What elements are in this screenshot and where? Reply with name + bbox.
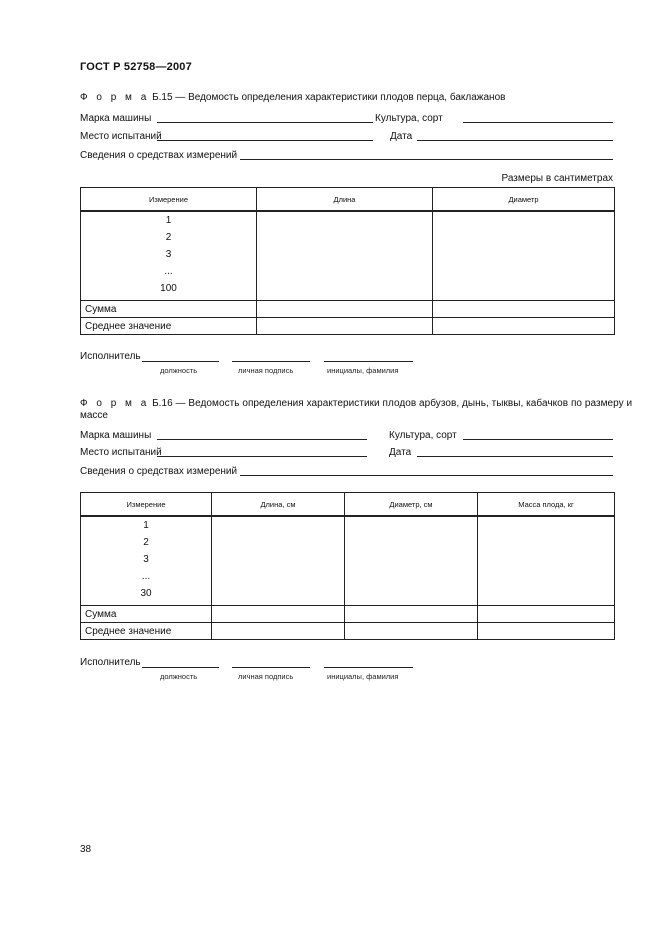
form16-place-label: Место испытаний: [80, 447, 162, 458]
form15-table: [80, 187, 615, 335]
form15-initials-field[interactable]: [324, 361, 413, 362]
form15-date-label: Дата: [390, 131, 413, 142]
form16-measurement-numbers: [81, 516, 212, 606]
form15-mean-diameter-cell[interactable]: [433, 318, 615, 335]
form15-culture-label: Культура, сорт: [375, 113, 443, 124]
form15-row-number: 3: [165, 249, 172, 260]
form15-sum-length-cell[interactable]: [257, 301, 433, 318]
form16-position-caption: должность: [160, 672, 198, 681]
form15-position-field[interactable]: [142, 361, 219, 362]
form15-place-label: Место испытаний: [80, 131, 162, 142]
form16-table: [80, 492, 615, 640]
form15-title-prefix: Ф о р м а: [80, 92, 150, 103]
form16-executor-label: Исполнитель: [80, 657, 141, 668]
form15-initials-caption: инициалы, фамилия: [327, 366, 399, 375]
form15-row-number: 100: [160, 283, 177, 294]
form15-sum-diameter-cell[interactable]: [433, 301, 615, 318]
form15-executor-label: Исполнитель: [80, 351, 141, 362]
form15-row-number: ...: [164, 266, 173, 277]
form15-measurement-numbers: [81, 211, 257, 301]
form15-machine-label: Марка машины: [80, 113, 152, 124]
form16-machine-field[interactable]: [157, 439, 367, 440]
form16-title: [80, 398, 632, 410]
form16-date-field[interactable]: [417, 456, 613, 457]
form16-instruments-label: Сведения о средствах измерений: [80, 466, 238, 477]
document-standard-number: ГОСТ Р 52758—2007: [80, 61, 192, 73]
form15-row-number: 1: [165, 215, 172, 226]
form16-sum-mass-cell[interactable]: [478, 606, 615, 623]
form16-signature-field[interactable]: [232, 667, 310, 668]
form15-signature-caption: личная подпись: [238, 366, 294, 375]
form16-row-number: 3: [143, 554, 149, 565]
form16-col-diameter: Диаметр, см: [345, 493, 478, 517]
form16-row-number: 30: [140, 588, 152, 599]
form16-culture-label: Культура, сорт: [389, 430, 457, 441]
form15-col-diameter: Диаметр: [433, 188, 615, 212]
form15-diameter-cell[interactable]: [433, 211, 615, 301]
form15-signature-field[interactable]: [232, 361, 310, 362]
form15-instruments-field[interactable]: [240, 159, 613, 160]
form16-initials-caption: инициалы, фамилия: [327, 672, 399, 681]
form16-sum-length-cell[interactable]: [212, 606, 345, 623]
form16-signature-caption: личная подпись: [238, 672, 294, 681]
form16-row-number: ...: [141, 571, 151, 582]
form15-col-length: Длина: [257, 188, 433, 212]
form15-length-cell[interactable]: [257, 211, 433, 301]
form16-place-field[interactable]: [157, 456, 367, 457]
form15-units-note: Размеры в сантиметрах: [501, 173, 613, 184]
form16-sum-label: Сумма: [81, 606, 212, 623]
form16-length-cell[interactable]: [212, 516, 345, 606]
form15-sum-label: Сумма: [81, 301, 257, 318]
form16-position-field[interactable]: [142, 667, 219, 668]
form16-col-measurement: Измерение: [81, 493, 212, 517]
form15-mean-length-cell[interactable]: [257, 318, 433, 335]
form16-mean-mass-cell[interactable]: [478, 623, 615, 640]
form15-col-measurement: Измерение: [81, 188, 257, 212]
form16-machine-label: Марка машины: [80, 430, 152, 441]
form16-title-text: Б.16 — Ведомость определения характеристики плодов арбузов, дынь, тыквы, кабачков по размеру и: [152, 398, 633, 409]
form15-instruments-label: Сведения о средствах измерений: [80, 150, 238, 161]
form15-date-field[interactable]: [417, 140, 613, 141]
form16-instruments-field[interactable]: [240, 475, 613, 476]
form15-mean-label: Среднее значение: [81, 318, 257, 335]
form15-machine-field[interactable]: [157, 122, 373, 123]
form16-culture-field[interactable]: [463, 439, 613, 440]
form15-title: [80, 92, 505, 104]
form16-row-number: 2: [143, 537, 149, 548]
form16-date-label: Дата: [389, 447, 412, 458]
form16-sum-diameter-cell[interactable]: [345, 606, 478, 623]
form16-row-number: 1: [143, 520, 149, 531]
form16-diameter-cell[interactable]: [345, 516, 478, 606]
form15-place-field[interactable]: [157, 140, 373, 141]
form16-mean-diameter-cell[interactable]: [345, 623, 478, 640]
form15-culture-field[interactable]: [463, 122, 613, 123]
form16-mean-label: Среднее значение: [81, 623, 212, 640]
form16-title-continuation: массе: [80, 410, 108, 421]
form15-title-text: Б.15 — Ведомость определения характеристики плодов перца, баклажанов: [152, 92, 506, 103]
form16-col-length: Длина, см: [212, 493, 345, 517]
form16-mean-length-cell[interactable]: [212, 623, 345, 640]
form16-mass-cell[interactable]: [478, 516, 615, 606]
form16-title-prefix: Ф о р м а: [80, 398, 150, 409]
form16-col-mass: Масса плода, кг: [478, 493, 615, 517]
form15-row-number: 2: [165, 232, 172, 243]
form16-initials-field[interactable]: [324, 667, 413, 668]
page-number: 38: [80, 844, 92, 855]
form15-position-caption: должность: [160, 366, 198, 375]
